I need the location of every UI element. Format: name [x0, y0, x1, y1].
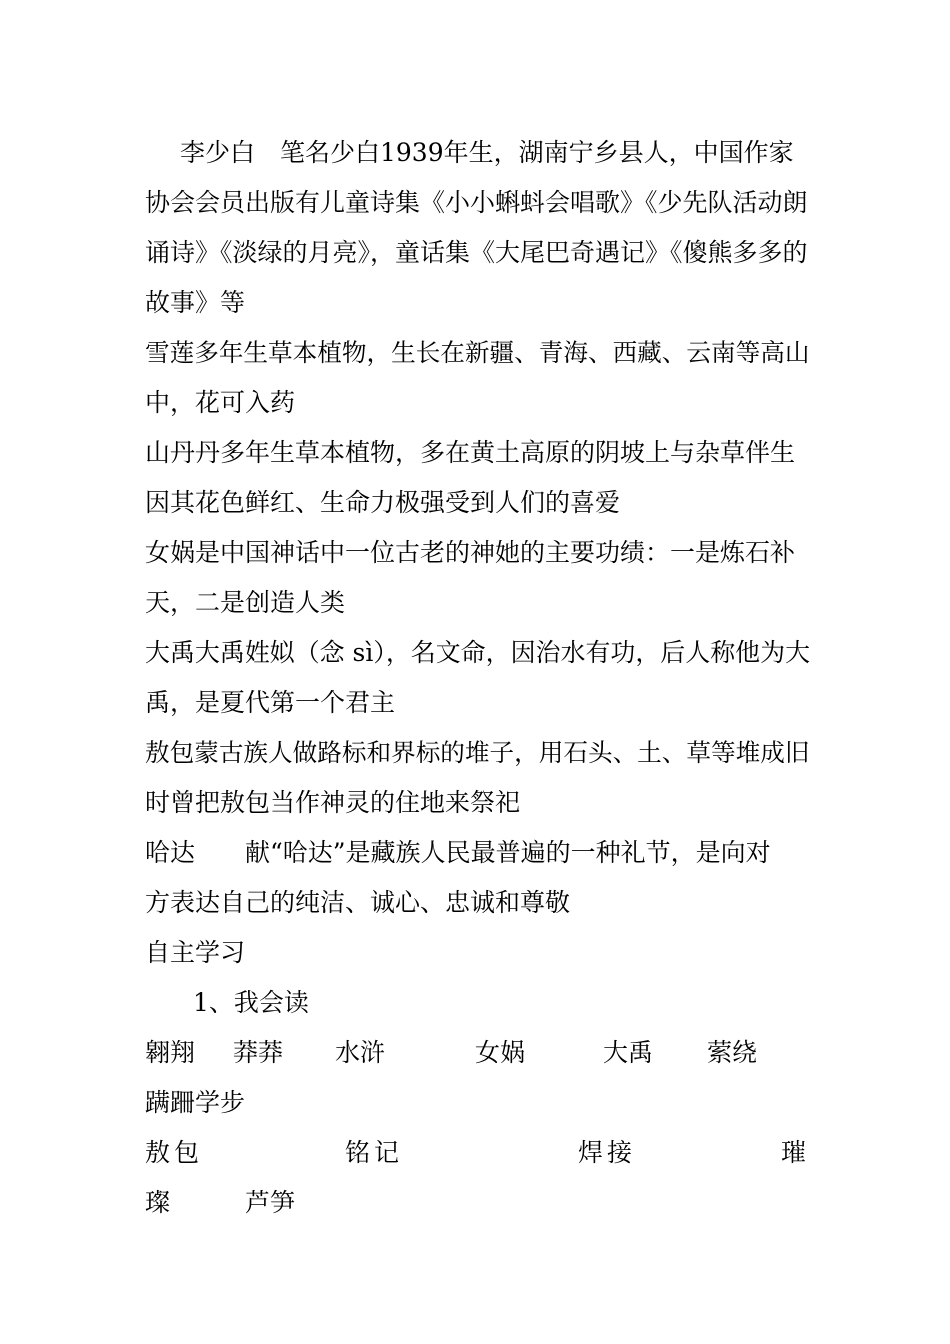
vocab-word: 铭记: [345, 1138, 404, 1167]
text-line: 哈达 献“哈达”是藏族人民最普遍的一种礼节，是向对: [145, 838, 771, 867]
text-line: 女娲是中国神话中一位古老的神她的主要功绩：一是炼石补: [145, 538, 796, 567]
vocab-word: 莽莽: [233, 1038, 284, 1067]
word-row-4: [145, 1178, 810, 1228]
text-line: 大禹大禹姓姒（念 sì），名文命，因治水有功，后人称他为大: [145, 638, 810, 667]
vocab-word: 芦笋: [245, 1188, 296, 1217]
text-line: 协会会员出版有儿童诗集《小小蝌蚪会唱歌》《少先队活动朗: [145, 188, 808, 217]
document-body: [145, 128, 810, 1228]
text-line: 禹，是夏代第一个君主: [145, 688, 396, 717]
vocab-word: 璀: [781, 1138, 807, 1167]
word-row-3: [145, 1128, 810, 1178]
text-line: 诵诗》《淡绿的月亮》，童话集《大尾巴奇遇记》《傻熊多多的: [145, 238, 808, 267]
text-line: 因其花色鲜红、生命力极强受到人们的喜爱: [145, 488, 621, 517]
subsection-heading: 1、我会读: [193, 988, 309, 1017]
vocab-word: 焊接: [578, 1138, 637, 1167]
vocab-word: 萦绕: [707, 1038, 758, 1067]
vocab-word: 翱翔: [145, 1038, 196, 1067]
vocab-word: 水浒: [335, 1038, 386, 1067]
text-line: 天，二是创造人类: [145, 588, 346, 617]
section-heading: 自主学习: [145, 938, 246, 967]
vocab-word: 蹒跚学步: [145, 1088, 246, 1117]
word-row-1: [145, 1028, 810, 1078]
vocab-word: 大禹: [603, 1038, 654, 1067]
text-line: 李少白 笔名少白1939年生，湖南宁乡县人，中国作家: [180, 138, 794, 167]
vocab-word: 敖包: [145, 1138, 204, 1167]
text-line: 雪莲多年生草本植物，生长在新疆、青海、西藏、云南等高山: [145, 338, 810, 367]
vocab-word: 璨: [145, 1188, 171, 1217]
text-line: 中，花可入药: [145, 388, 296, 417]
word-row-2: [145, 1078, 810, 1128]
text-line: 时曾把敖包当作神灵的住地来祭祀: [145, 788, 521, 817]
text-line: 故事》等: [145, 288, 246, 317]
text-line: 方表达自己的纯洁、诚心、忠诚和尊敬: [145, 888, 571, 917]
text-line: 山丹丹多年生草本植物，多在黄土高原的阴坡上与杂草伴生: [145, 438, 796, 467]
text-line: 敖包蒙古族人做路标和界标的堆子，用石头、土、草等堆成旧: [145, 738, 810, 767]
vocab-word: 女娲: [475, 1038, 526, 1067]
